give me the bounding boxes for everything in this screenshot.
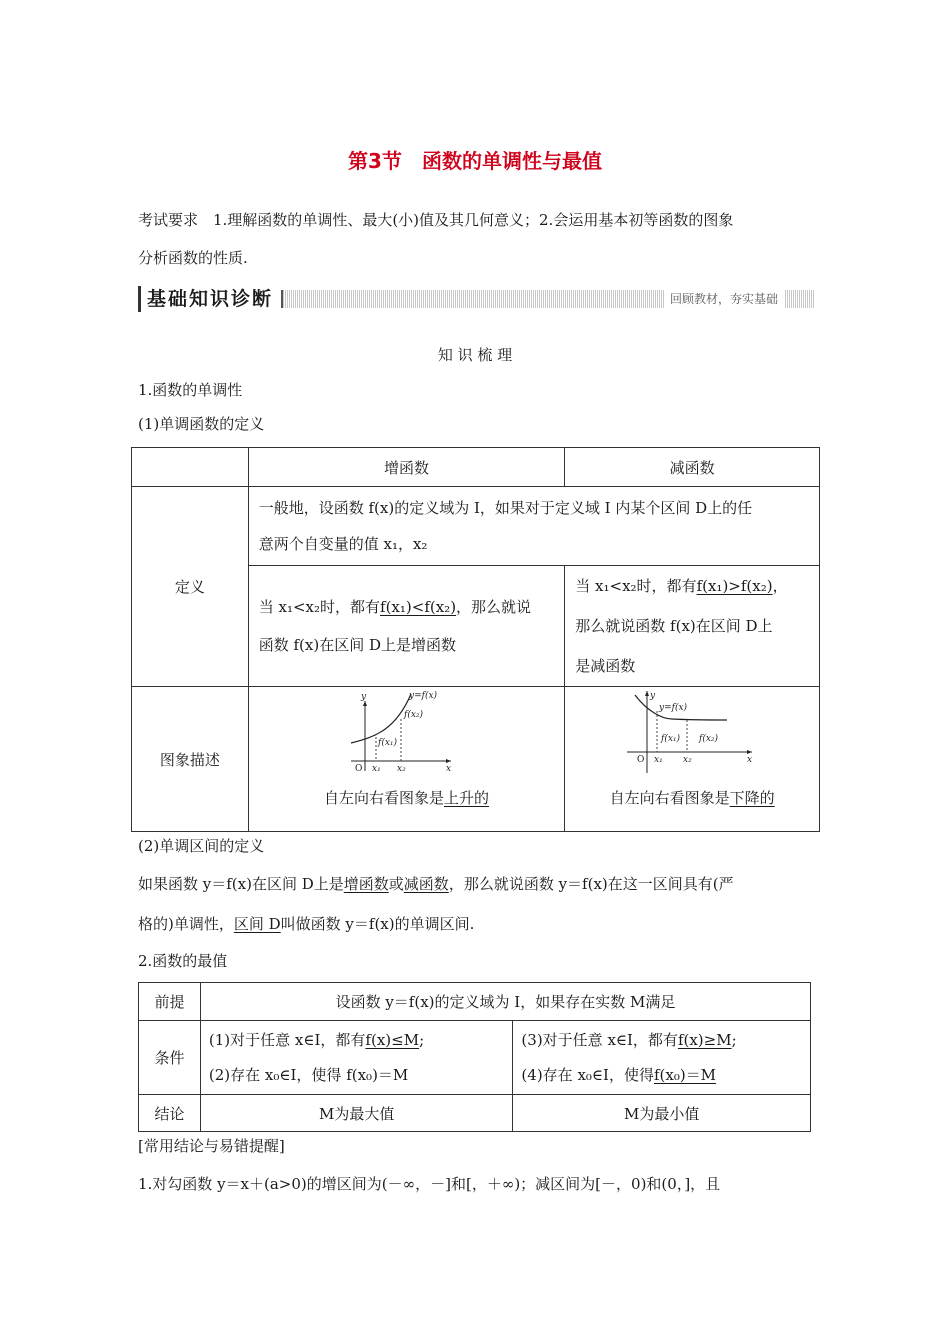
min-conditions: (3)对于任意 x∈I，都有f(x)≥M; (4)存在 x₀∈I，使得f(x₀)＝M [513, 1021, 811, 1095]
increasing-condition: 当 x₁<x₂时，都有f(x₁)<f(x₂)，那么就说 函数 f(x)在区间 D上是增函数 [248, 566, 565, 687]
x2-label: x₂ [683, 755, 692, 765]
banner-title: 基础知识诊断 [138, 286, 279, 312]
exam-requirement-line1: 考试要求 1.理解函数的单调性、最大(小)值及其几何意义；2.会运用基本初等函数的图象 [138, 211, 734, 229]
curve-label: y=f(x) [409, 691, 438, 701]
min-conclusion: M为最小值 [513, 1095, 811, 1132]
origin-label: O [355, 764, 363, 773]
x-axis-arrow [747, 750, 752, 754]
x-axis-label: x [446, 764, 452, 773]
s1-2-paragraph-line1: 如果函数 y＝f(x)在区间 D上是增函数或减函数，那么就说函数 y＝f(x)在这一区间具有(严 [138, 875, 734, 893]
increasing-graph-caption: 自左向右看图象是上升的 [323, 789, 489, 807]
premise-text: 设函数 y＝f(x)的定义域为 I，如果存在实数 M满足 [200, 983, 810, 1021]
premise-label: 前提 [139, 983, 201, 1021]
increasing-function-graph [331, 689, 481, 773]
fx2-label: f(x₂) [699, 734, 719, 744]
decreasing-graph-caption: 自左向右看图象是下降的 [609, 789, 775, 807]
rising-keyword: 上升的 [443, 789, 489, 807]
x-axis-label: x [747, 755, 753, 765]
increasing-curve [351, 694, 411, 743]
decreasing-function-graph [617, 689, 767, 773]
conclusion-label: 结论 [139, 1095, 201, 1132]
decreasing-graph-cell [565, 687, 820, 832]
last-line: 1.对勾函数 y＝x＋(a>0)的增区间为(－∞，－]和[，＋∞)；减区间为[－，0)和(0，]，且 [138, 1175, 721, 1193]
y-axis-label: y [650, 691, 656, 701]
decreasing-condition: 当 x₁<x₂时，都有f(x₁)>f(x₂)， 那么就说函数 f(x)在区间 D上 是减函数 [565, 566, 820, 687]
s2-heading: 2.函数的最值 [138, 952, 228, 970]
row-label-graph: 图象描述 [132, 687, 249, 832]
exam-requirement-line2: 分析函数的性质. [138, 249, 248, 267]
monotonic-table [131, 447, 820, 832]
extremum-table [138, 982, 811, 1132]
s1-2-paragraph-line2: 格的)单调性，区间 D叫做函数 y＝f(x)的单调区间. [138, 915, 475, 933]
origin-label: O [637, 755, 645, 765]
col-header-decreasing: 减函数 [565, 448, 820, 487]
y-axis-label: y [361, 692, 367, 702]
fx1-label: f(x₁) [378, 738, 398, 748]
max-conclusion: M为最大值 [200, 1095, 513, 1132]
s1-heading: 1.函数的单调性 [138, 381, 243, 399]
y-axis-arrow [645, 691, 649, 696]
s1-2-heading: (2)单调区间的定义 [138, 837, 265, 855]
common-definition-line2: 意两个自变量的值 x₁，x₂ [258, 535, 428, 553]
banner-subtitle: 回顾教材，夯实基础 [664, 290, 784, 308]
s1-sub-heading: (1)单调函数的定义 [138, 415, 265, 433]
x1-label: x₁ [654, 755, 663, 765]
common-definition-line1: 一般地，设函数 f(x)的定义域为 I，如果对于定义域 I 内某个区间 D上的任 [258, 499, 753, 517]
col-header-increasing: 增函数 [248, 448, 565, 487]
row-label-definition: 定义 [132, 487, 249, 687]
section-banner [138, 286, 814, 312]
condition-label: 条件 [139, 1021, 201, 1095]
x2-label: x₂ [397, 764, 407, 773]
fx1-label: f(x₁) [661, 734, 681, 744]
reminder-heading: [常用结论与易错提醒] [138, 1137, 285, 1155]
max-conditions: (1)对于任意 x∈I，都有f(x)≤M; (2)存在 x₀∈I，使得 f(x₀)＝M [200, 1021, 513, 1095]
section-heading: 知 识 梳 理 [437, 346, 513, 364]
increasing-graph-cell [248, 687, 565, 832]
curve-label: y=f(x) [659, 703, 688, 713]
fx2-label: f(x₂) [404, 710, 424, 720]
common-definition [248, 487, 819, 566]
increasing-inequality: f(x₁)<f(x₂) [380, 598, 457, 616]
x1-label: x₁ [372, 764, 382, 773]
page-title: 第3节 函数的单调性与最值 [348, 149, 602, 173]
decreasing-inequality: f(x₁)>f(x₂) [696, 577, 773, 595]
x-axis-arrow [446, 759, 451, 763]
table1-corner [132, 448, 249, 487]
falling-keyword: 下降的 [729, 789, 775, 807]
